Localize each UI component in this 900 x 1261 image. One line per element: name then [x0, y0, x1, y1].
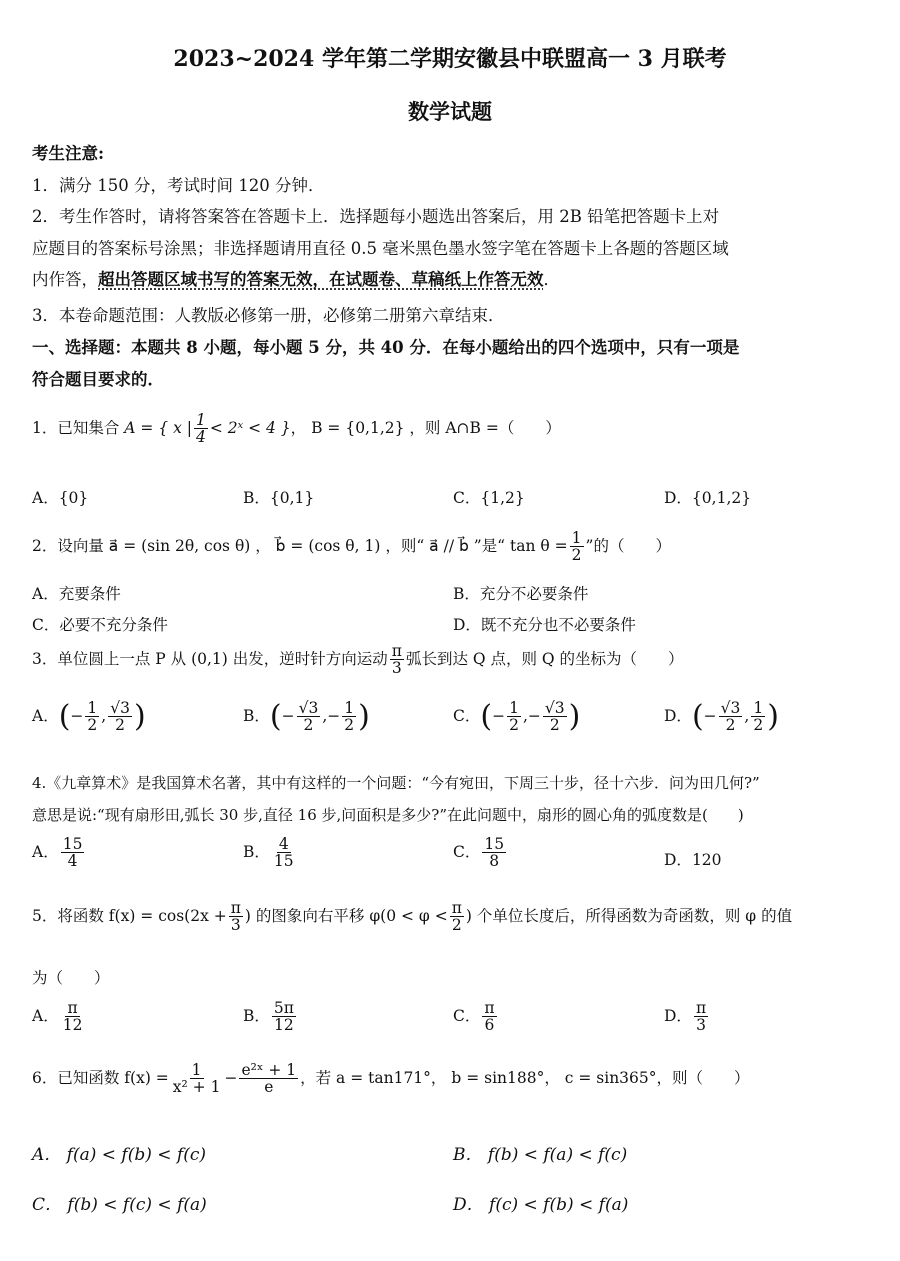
q3-b-lparen: ( — [269, 698, 282, 734]
question-3 — [32, 643, 684, 677]
exam-subtitle: 数学试题 — [408, 99, 492, 124]
q3-b-frac1 — [297, 700, 321, 734]
q6-option-c[interactable]: C． f(b) < f(c) < f(a) — [32, 1195, 207, 1215]
q1-frac-num: 1 — [196, 411, 206, 429]
q5-d-n: π — [695, 999, 707, 1017]
q6-frac1 — [171, 1062, 223, 1096]
q5-frac2 — [450, 900, 464, 934]
q4-option-b[interactable] — [243, 836, 298, 870]
q1-frac-den: 4 — [196, 428, 206, 447]
q1-prefix: 1．已知集合 — [32, 418, 125, 437]
notice-emphasis: 超出答题区域书写的答案无效，在试题卷、草稿纸上作答无效 — [98, 270, 544, 289]
q3-d-sign1: − — [703, 706, 717, 725]
q5-a-frac — [61, 1000, 85, 1034]
notice-item-2-line-3-start: 内作答， — [32, 270, 98, 289]
q3-d-lparen: ( — [691, 698, 704, 734]
q4-d-label: D． — [664, 851, 692, 869]
q4-b-label: B． — [243, 842, 270, 861]
q5-b-n: 5π — [273, 999, 294, 1017]
q2-frac-num: 1 — [571, 529, 582, 547]
q5-b-d: 12 — [274, 1016, 294, 1035]
q3-a-rparen: ) — [133, 698, 146, 734]
q3-c-label: C． — [453, 706, 481, 725]
q5-option-b[interactable] — [243, 1000, 298, 1034]
q6-frac2-d: e — [264, 1078, 274, 1097]
section-heading-line-1: 一、选择题：本题共 8 小题，每小题 5 分，共 40 分．在每小题给出的四个选项中，只有一项是 — [32, 338, 740, 357]
q1-option-d[interactable]: D．{0,1,2} — [664, 489, 752, 507]
q2-option-c[interactable]: C．必要不充分条件 — [32, 616, 168, 634]
q1-option-b[interactable]: B．{0,1} — [243, 489, 315, 507]
q3-b-d2: 2 — [344, 716, 355, 735]
q5-c-label: C． — [453, 1006, 481, 1025]
notice-item-2-line-3 — [32, 266, 560, 290]
q4-c-frac — [482, 836, 506, 870]
q5-b-frac — [272, 1000, 296, 1034]
q4-a-d: 4 — [67, 852, 78, 871]
q5-d-d: 3 — [696, 1016, 706, 1035]
q5-prefix: 5．将函数 f(x) = cos(2x + — [32, 906, 227, 925]
q5-option-d[interactable] — [664, 1000, 710, 1034]
q5-frac2-d: 2 — [451, 916, 462, 935]
q3-a-d2: 2 — [115, 716, 126, 735]
q6-prefix: 6．已知函数 f(x) = — [32, 1068, 169, 1087]
q3-b-rparen: ) — [358, 698, 370, 734]
q5-b-label: B． — [243, 1006, 270, 1025]
q3-c-sign1: − — [492, 706, 506, 725]
question-6 — [32, 1062, 750, 1096]
question-4-line-1: 4.《九章算术》是我国算术名著，其中有这样的一个问题：“今有宛田，下周三十步，径十六步．问为田几何?” — [32, 774, 760, 792]
q1-fraction — [194, 412, 208, 446]
notice-item-1: 1．满分 150 分，考试时间 120 分钟． — [32, 176, 325, 195]
section-heading-line-2: 符合题目要求的． — [32, 370, 164, 389]
q3-c-d2: 2 — [549, 716, 560, 735]
q6-frac2 — [239, 1062, 298, 1096]
q3-a-d1: 2 — [87, 716, 98, 735]
q3-option-b[interactable]: B．(− $\frac{√3}{2}$ ,− $\frac{1}{2}$ ) — [243, 698, 370, 735]
q3-frac-den: 3 — [391, 659, 402, 678]
q4-d-value: 120 — [691, 851, 722, 869]
q5-d-label: D． — [664, 1006, 692, 1025]
q3-fraction — [390, 643, 404, 677]
q4-a-label: A． — [32, 842, 59, 861]
q3-a-frac2 — [108, 700, 132, 734]
q5-suffix: ) 个单位长度后，所得函数为奇函数，则 φ 的值 — [465, 906, 793, 925]
q6-frac1-n: 1 — [191, 1061, 202, 1079]
q2-suffix: ”的（ ） — [585, 536, 671, 555]
q2-option-d[interactable]: D．既不充分也不必要条件 — [453, 616, 636, 634]
q3-a-label: A． — [32, 706, 59, 725]
question-1 — [32, 412, 561, 446]
q3-d-d2: 2 — [753, 716, 764, 735]
q3-b-d1: 2 — [303, 716, 314, 735]
q3-b-frac2 — [342, 700, 356, 734]
q3-option-c[interactable]: C．(− $\frac{1}{2}$ ,− $\frac{√3}{2}$ ) — [453, 698, 581, 735]
question-5-line-2: 为（ ） — [32, 969, 110, 987]
q6-frac1-d: x² + 1 — [172, 1078, 221, 1097]
q1-suffix: ， B = {0,1,2} ，则 A∩B =（ ） — [290, 418, 561, 437]
q2-prefix: 2．设向量 a⃗ = (sin 2θ, cos θ) ， b⃗ = (cos θ, 1) ，则“ a⃗ // b⃗ ”是“ tan θ = — [32, 536, 568, 555]
q3-c-frac1 — [507, 700, 521, 734]
q5-c-n: π — [484, 999, 495, 1017]
q4-option-a[interactable] — [32, 836, 86, 870]
notice-heading: 考生注意: — [32, 144, 105, 163]
q3-d-rparen: ) — [767, 698, 779, 734]
q6-suffix: ，若 a = tan171°， b = sin188°， c = sin365°，则（ ） — [300, 1068, 750, 1087]
q4-option-c[interactable] — [453, 836, 508, 870]
q3-a-lparen: ( — [58, 698, 71, 734]
q3-c-d1: 2 — [509, 716, 519, 735]
q3-c-rparen: ) — [568, 698, 581, 734]
q4-c-d: 8 — [489, 852, 500, 871]
q4-c-label: C． — [453, 842, 481, 861]
q5-a-n: π — [67, 999, 78, 1017]
q3-d-n1: √3 — [720, 699, 741, 717]
q5-frac1-d: 3 — [230, 916, 241, 935]
question-4-line-2: 意思是说:“现有扇形田,弧长 30 步,直径 16 步,问面积是多少?”在此问题中，扇形的圆心角的弧度数是( ) — [32, 806, 744, 824]
q4-b-frac — [272, 836, 296, 870]
question-2 — [32, 530, 671, 564]
q3-option-a[interactable]: A．(− $\frac{1}{2}$ , $\frac{√3}{2}$ ) — [32, 698, 146, 735]
q3-suffix: 弧长到达 Q 点，则 Q 的坐标为（ ） — [405, 649, 684, 668]
q5-frac1-n: π — [230, 899, 241, 917]
q2-option-b[interactable]: B．充分不必要条件 — [453, 585, 589, 603]
notice-item-2-line-3-end: ． — [543, 270, 560, 289]
q3-b-sign2: − — [327, 706, 341, 725]
q4-b-n: 4 — [278, 835, 289, 853]
q6-minus: − — [224, 1068, 238, 1087]
q3-b-n1: √3 — [298, 699, 319, 717]
notice-item-3: 3．本卷命题范围：人教版必修第一册，必修第二册第六章结束． — [32, 306, 505, 325]
q3-d-n2: 1 — [753, 699, 764, 717]
q3-option-d[interactable]: D．(− $\frac{√3}{2}$ , $\frac{1}{2}$ ) — [664, 698, 779, 735]
q2-option-a[interactable]: A．充要条件 — [32, 585, 121, 603]
notice-item-2-line-1: 2．考生作答时，请将答案答在答题卡上．选择题每小题选出答案后，用 2B 铅笔把答题卡上对 — [32, 207, 720, 226]
q1-set-a-start: A = { x | — [124, 418, 193, 437]
q6-option-d[interactable]: D． f(c) < f(b) < f(a) — [453, 1195, 629, 1215]
q3-c-n1: 1 — [509, 699, 519, 717]
q2-frac-den: 2 — [571, 546, 582, 565]
q3-c-frac2 — [543, 700, 567, 734]
q3-a-sign1: − — [70, 706, 84, 725]
q4-c-n: 15 — [484, 835, 505, 853]
q3-b-label: B． — [243, 706, 270, 725]
q3-d-frac2 — [751, 700, 765, 734]
q5-a-d: 12 — [62, 1016, 83, 1035]
q2-fraction — [570, 530, 584, 564]
q3-c-sign2: − — [527, 706, 541, 725]
q6-option-a[interactable]: A． f(a) < f(b) < f(c) — [32, 1145, 206, 1165]
q1-set-a-end: < 2ˣ < 4 } — [209, 418, 291, 437]
q3-frac-num: π — [391, 642, 402, 660]
q4-option-d[interactable] — [664, 848, 722, 870]
q5-d-frac — [694, 1000, 708, 1034]
q3-b-sign1: − — [281, 706, 295, 725]
q5-frac2-n: π — [451, 899, 462, 917]
q5-c-d: 6 — [484, 1016, 495, 1035]
q1-option-c[interactable]: C．{1,2} — [453, 489, 525, 507]
q1-option-a[interactable]: A．{0} — [32, 489, 89, 507]
q5-frac1 — [229, 900, 243, 934]
q3-a-frac1 — [85, 700, 99, 734]
q5-option-a[interactable] — [32, 1000, 86, 1034]
notice-item-2-line-2: 应题目的答案标号涂黑；非选择题请用直径 0.5 毫米黑色墨水签字笔在答题卡上各题的答题区域 — [32, 239, 729, 258]
q3-c-lparen: ( — [480, 698, 493, 734]
q3-prefix: 3．单位圆上一点 P 从 (0,1) 出发，逆时针方向运动 — [32, 649, 388, 668]
q3-b-n2: 1 — [344, 699, 355, 717]
q3-a-n1: 1 — [87, 699, 98, 717]
q5-middle: ) 的图象向右平移 φ(0 < φ < — [244, 906, 448, 925]
q3-d-label: D． — [664, 706, 692, 725]
q4-a-frac — [61, 836, 85, 870]
q6-frac2-n: e²ˣ + 1 — [241, 1061, 297, 1079]
q3-d-frac1 — [719, 700, 743, 734]
q5-option-c[interactable] — [453, 1000, 499, 1034]
exam-title: 2023~2024 学年第二学期安徽县中联盟高一 3 月联考 — [173, 46, 727, 72]
q3-c-n2: √3 — [544, 699, 565, 717]
q5-c-frac — [482, 1000, 496, 1034]
q3-d-d1: 2 — [725, 716, 736, 735]
question-5 — [32, 900, 792, 934]
q4-a-n: 15 — [62, 835, 83, 853]
q5-a-label: A． — [32, 1006, 59, 1025]
q3-a-n2: √3 — [110, 699, 130, 717]
q4-b-d: 15 — [273, 852, 294, 871]
q6-option-b[interactable]: B． f(b) < f(a) < f(c) — [453, 1145, 628, 1165]
